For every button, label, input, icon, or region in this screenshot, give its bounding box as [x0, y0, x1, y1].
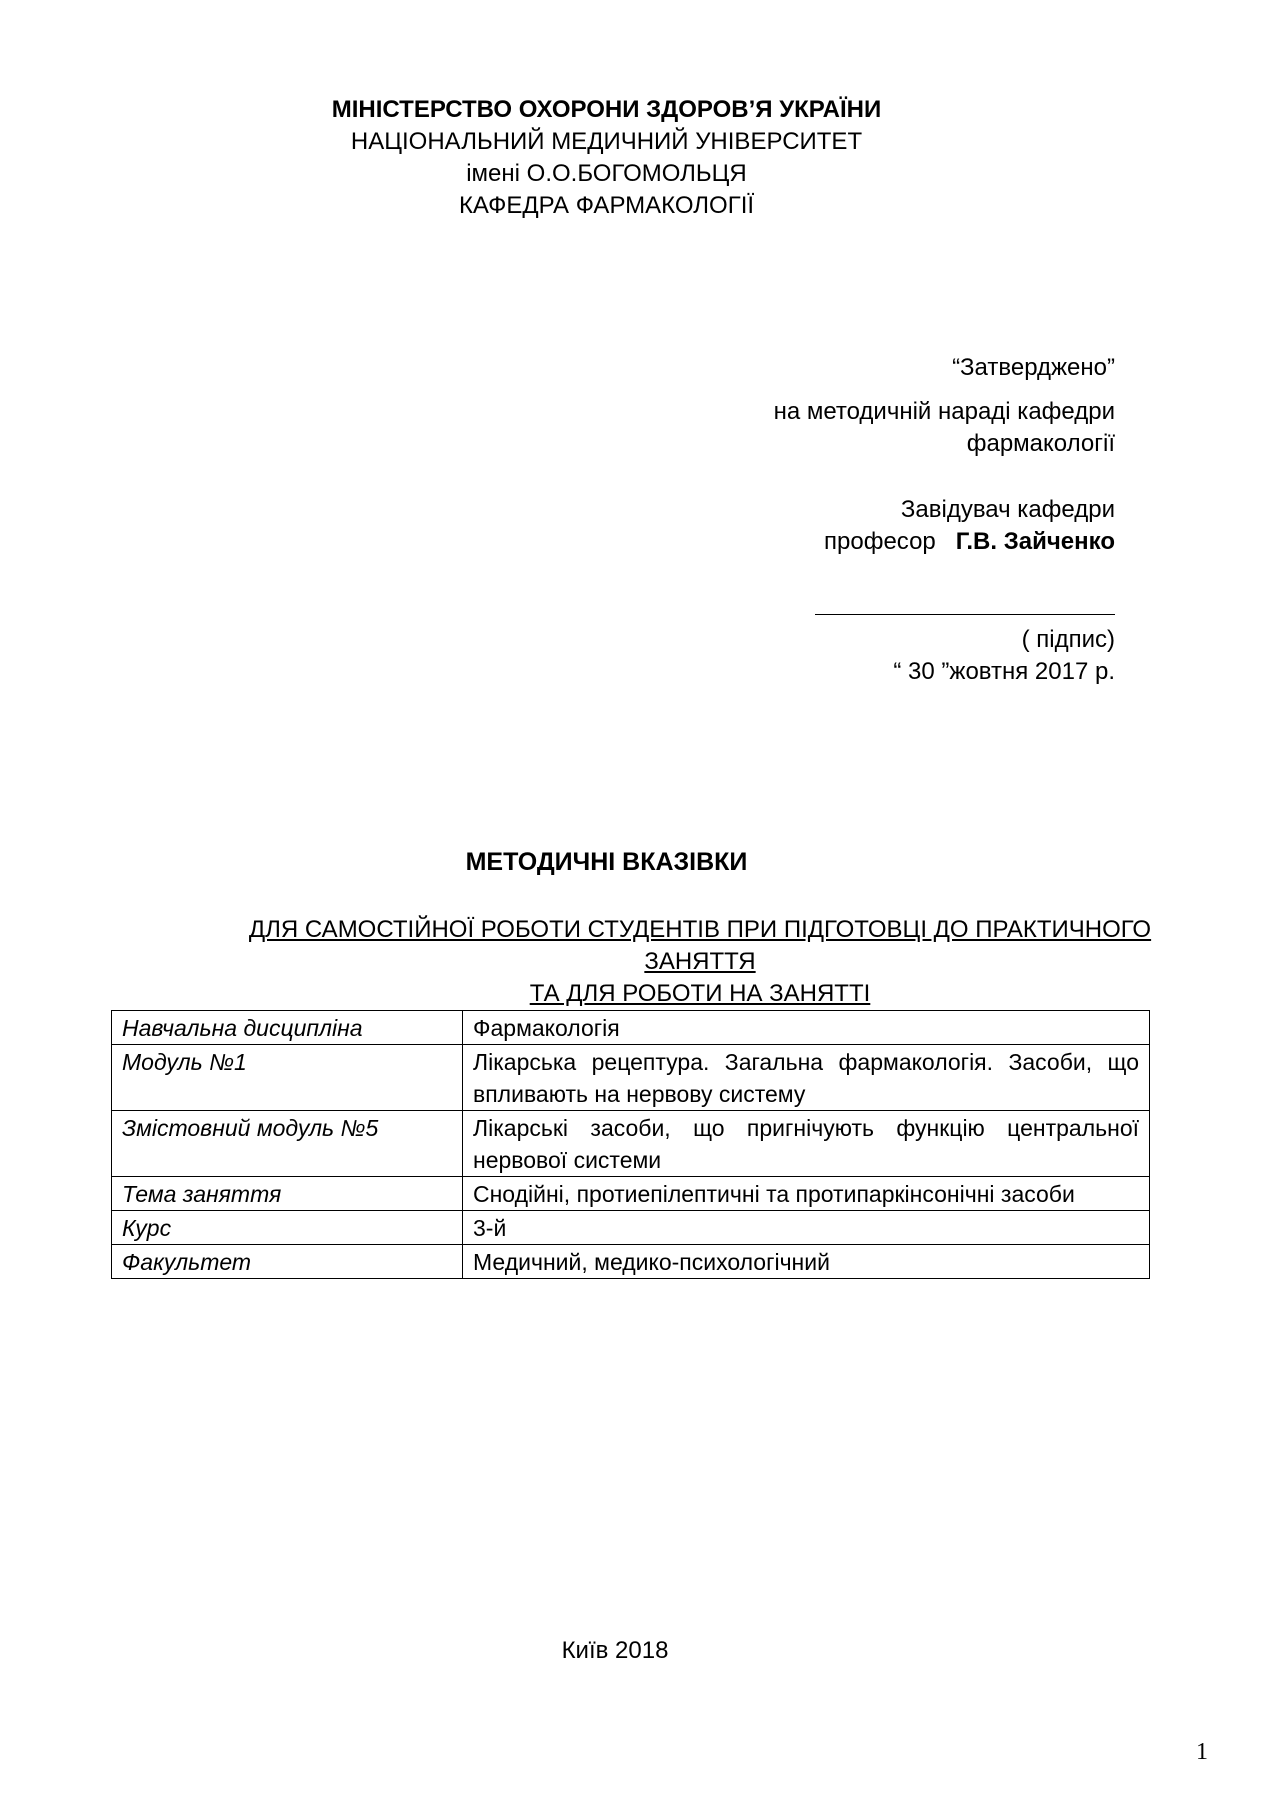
table-row — [112, 1245, 1150, 1279]
university-name: НАЦІОНАЛЬНИЙ МЕДИЧНИЙ УНІВЕРСИТЕТ — [350, 128, 863, 155]
table-row — [112, 1211, 1150, 1245]
row-label: Факультет — [112, 1245, 463, 1279]
head-title: Завідувач кафедри — [900, 496, 1115, 523]
subtitle-line2: ТА ДЛЯ РОБОТИ НА ЗАНЯТТІ — [529, 980, 871, 1007]
table-row — [112, 1045, 1150, 1111]
professor-name: Г.В. Зайченко — [955, 528, 1115, 555]
row-label: Тема заняття — [112, 1177, 463, 1211]
department-name: КАФЕДРА ФАРМАКОЛОГІЇ — [458, 192, 755, 219]
page-number: 1 — [1196, 1739, 1208, 1765]
row-label: Навчальна дисципліна — [112, 1011, 463, 1045]
ministry-name: МІНІСТЕРСТВО ОХОРОНИ ЗДОРОВ’Я УКРАЇНИ — [331, 96, 882, 123]
table-row — [112, 1111, 1150, 1177]
document-title: МЕТОДИЧНІ ВКАЗІВКИ — [465, 848, 748, 876]
row-value: Лікарські засоби, що пригнічують функцію центральної нервової системи — [463, 1111, 1150, 1177]
city-year: Київ 2018 — [561, 1637, 669, 1664]
table-row — [112, 1177, 1150, 1211]
row-label: Змістовний модуль №5 — [112, 1111, 463, 1177]
signature-block — [615, 590, 1115, 688]
row-value: Снодійні, протиепілептичні та протипаркінсонічні засоби — [463, 1177, 1150, 1211]
row-value: Лікарська рецептура. Загальна фармакологія. Засоби, що впливають на нервову систему — [463, 1045, 1150, 1111]
document-subtitle — [195, 914, 1205, 1010]
row-value: 3-й — [463, 1211, 1150, 1245]
professor-prefix: професор — [824, 528, 936, 555]
document-header — [0, 94, 1213, 222]
signature-label: ( підпис) — [1021, 626, 1115, 653]
approval-meeting-line2: фармакології — [966, 430, 1115, 457]
approval-date: “ 30 ”жовтня 2017 р. — [893, 658, 1115, 685]
row-value: Фармакологія — [463, 1011, 1150, 1045]
head-name-line — [615, 526, 1115, 558]
table-row — [112, 1011, 1150, 1045]
approval-label: “Затверджено” — [952, 354, 1115, 381]
row-value: Медичний, медико-психологічний — [463, 1245, 1150, 1279]
row-label: Модуль №1 — [112, 1045, 463, 1111]
course-info-table — [111, 1010, 1150, 1279]
subtitle-line1: ДЛЯ САМОСТІЙНОЇ РОБОТИ СТУДЕНТІВ ПРИ ПІДГОТОВЦІ ДО ПРАКТИЧНОГО ЗАНЯТТЯ — [248, 916, 1152, 975]
approval-meeting-line1: на методичній нараді кафедри — [773, 398, 1115, 425]
row-label: Курс — [112, 1211, 463, 1245]
signature-line — [615, 590, 1115, 624]
approval-head — [615, 494, 1115, 558]
approval-meeting — [615, 396, 1115, 460]
university-named-after: імені О.О.БОГОМОЛЬЦЯ — [466, 160, 747, 187]
